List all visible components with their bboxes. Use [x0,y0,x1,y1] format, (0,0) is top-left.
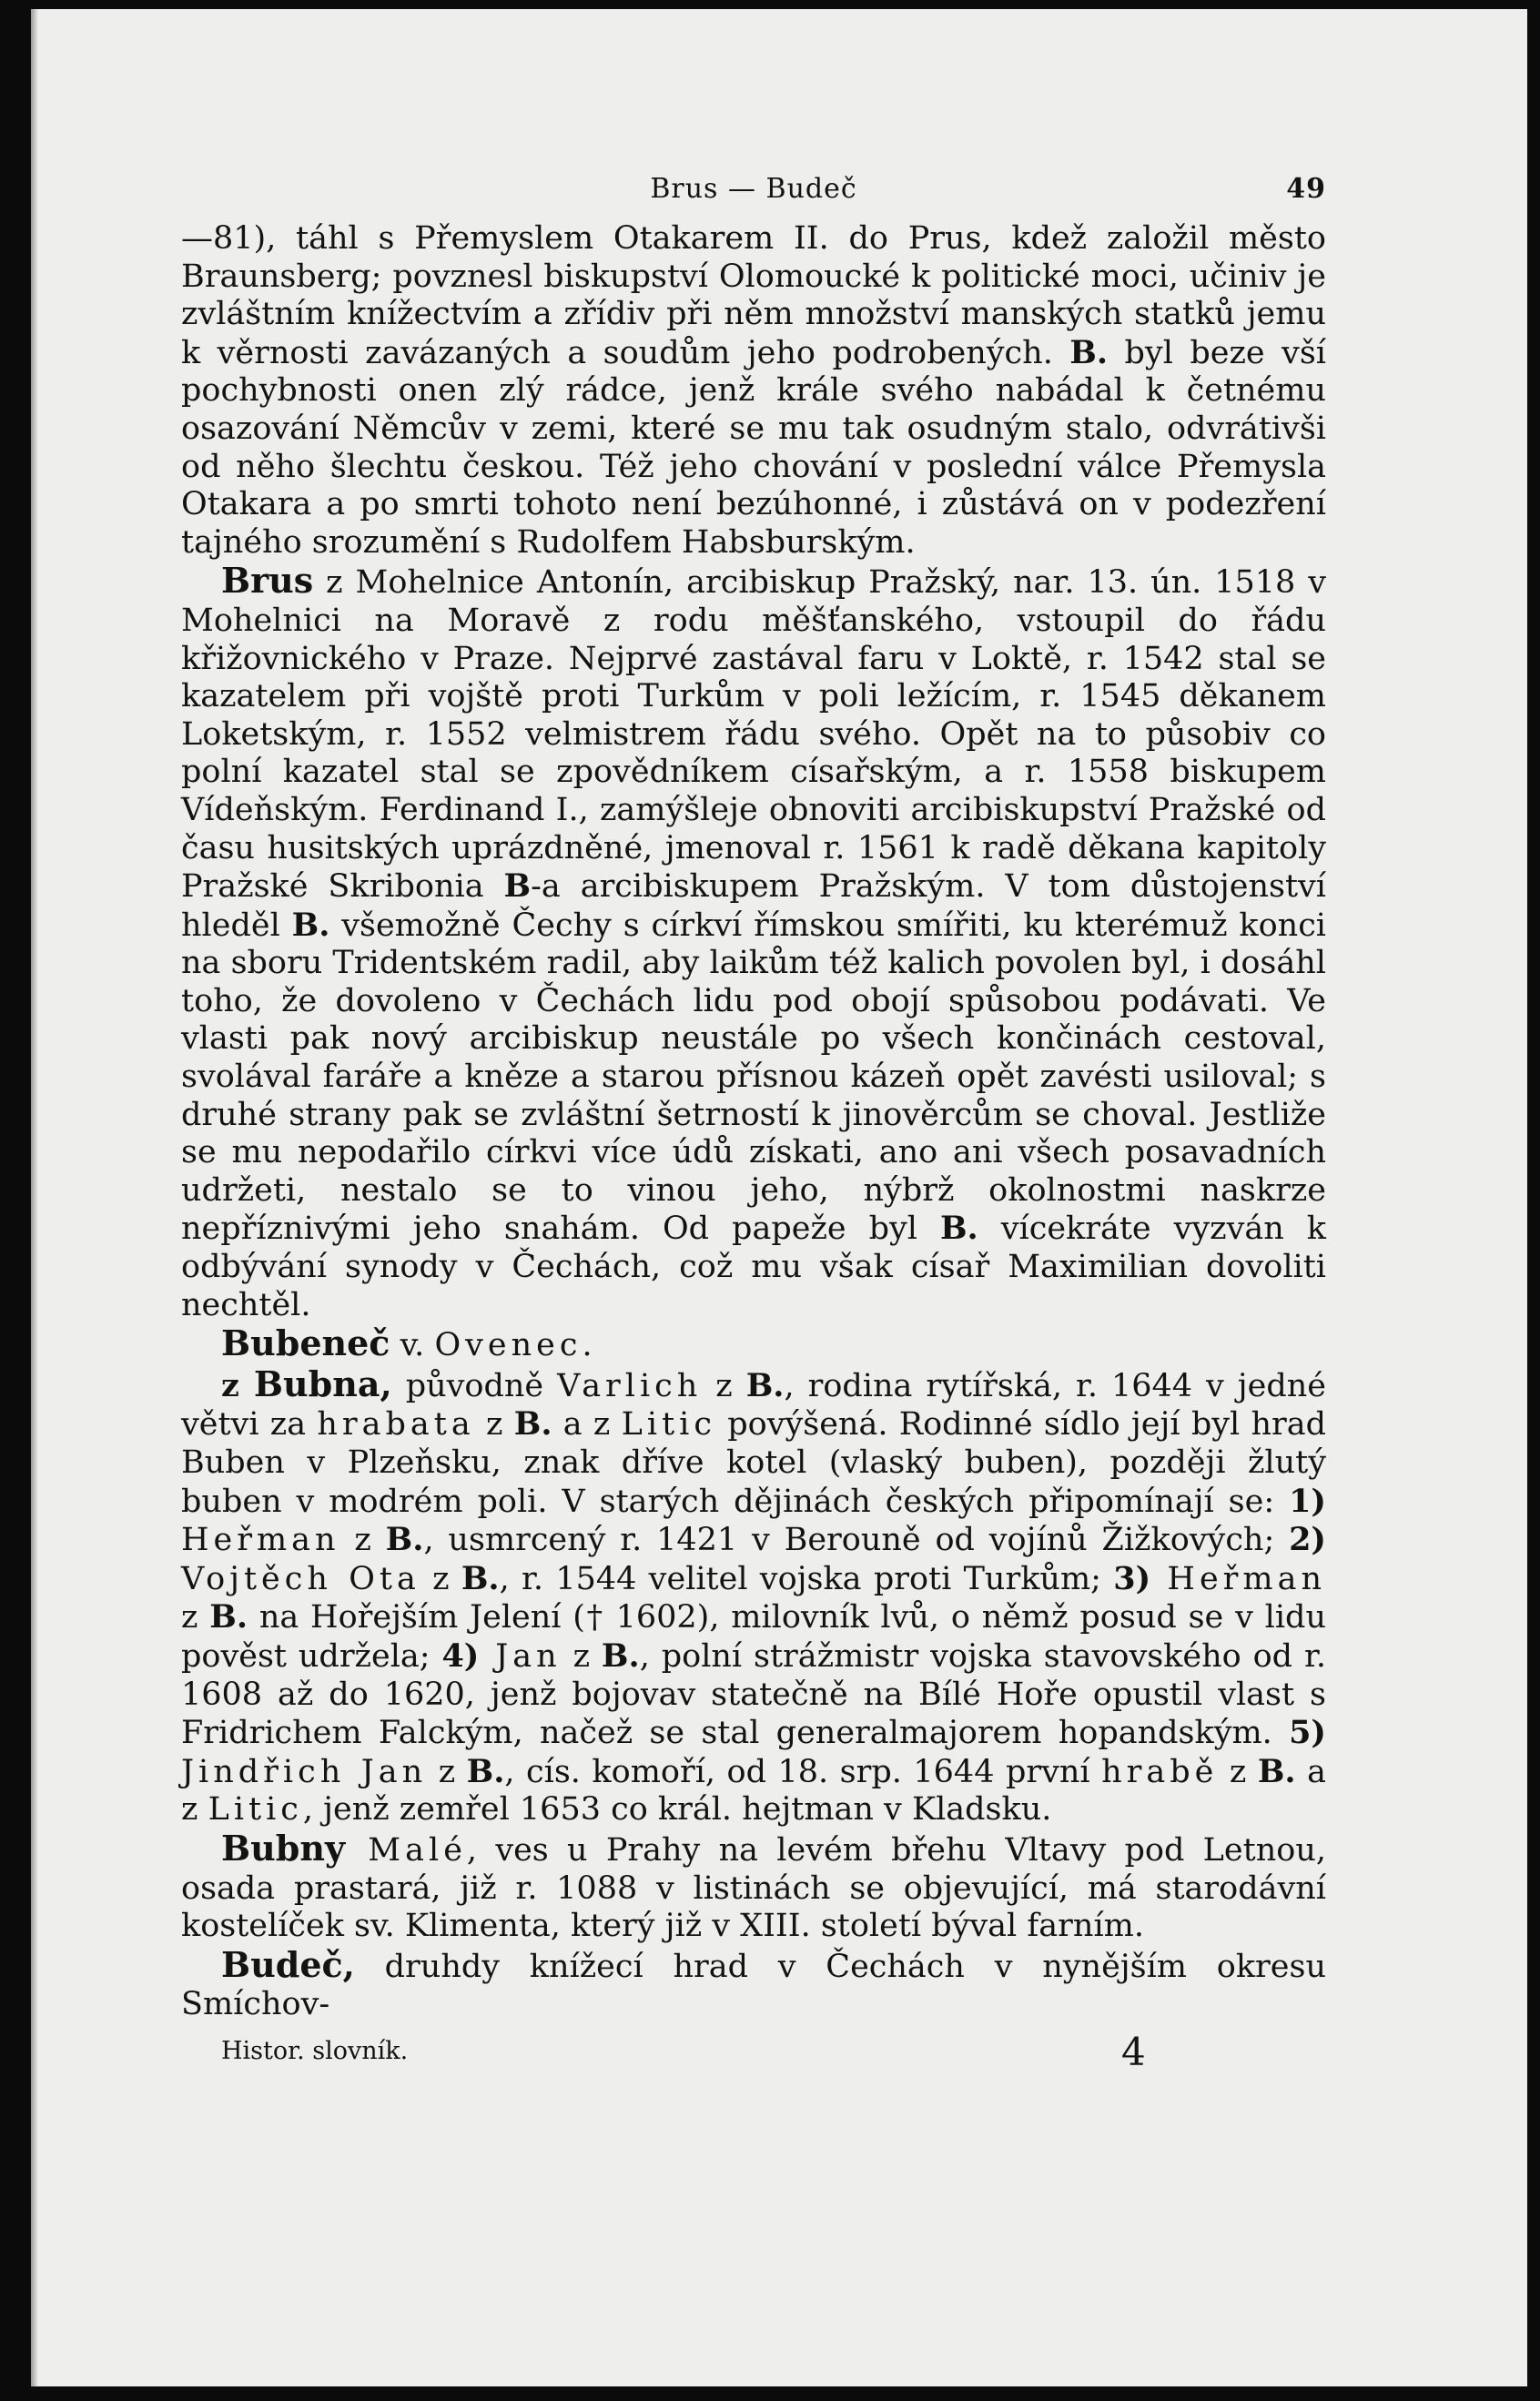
entry-brus: Brus z Mohelnice Antonín, arcibiskup Pražský, nar. 13. ún. 1518 v Mohelnici na Moravě z rodu měšťanského, vstoupil do řádu křižovnického v Praze. Nejprvé zastával faru v Loktě, r. 1542 stal se kazatelem při vojště proti Turkům v poli ležícím, r. 1545 děkanem Loketským, r. 1552 velmistrem řádu svého. Opět na to působiv co polní kazatel stal se zpovědníkem císařským, a r. 1558 biskupem Vídeňským. Ferdinand I., zamýšleje obnoviti arcibiskupství Pražské od času husitských uprázdněné, jmenoval r. 1561 k radě děkana kapitoly Pražské Skribonia B-a arcibiskupem Pražským. V tom důstojenství hleděl B. všemožně Čechy s církví římskou smířiti, ku kterémuž konci na sboru Tridentském radil, aby laikům též kalich povolen byl, i dosáhl toho, že dovoleno v Čechách lidu pod obojí spůsobou podávati. Ve vlasti pak nový arcibiskup neustále po všech končinách cestoval, svolával faráře a kněze a starou přísnou kázeň opět zavésti usiloval; s druhé strany pak se zvláštní šetrností k jinověrcům se choval. Jestliže se mu nepodařilo církvi více údů získati, ano ani všech posavadních udržeti, nestalo se to vinou jeho, nýbrž okolnostmi naskrze nepříznivými jeho snahám. Od papeže byl B. vícekráte vyzván k odbývání synody v Čechách, což mu však císař Maximilian dovoliti nechtěl. [181,560,1326,1323]
page-content [181,173,1326,2082]
headword: Bubeneč [221,1322,390,1364]
entry-bubenec: Bubeneč v. Ovenec. [221,1322,593,1364]
page-edge-shadow [31,9,38,2386]
headword: Brus [221,560,314,602]
signature-mark: 4 [1121,2029,1146,2074]
running-head: Brus — Budeč [650,173,857,205]
dictionary-text [181,220,1326,2024]
page-header [181,173,1326,220]
entry-continuation: —81), táhl s Přemyslem Otakarem II. do Prus, kdež založil město Braunsberg; povznesl biskupství Olomoucké k politické moci, učiniv je zvláštním knížectvím a zřídiv při něm množství manských statků jemu k věrnosti zavázaných a soudům jeho podrobených. B. byl beze vší pochybnosti onen zlý rádce, jenž krále svého nabádal k četnému osazování Němcův v zemi, které se mu tak osudným stalo, odvrátivši od něho šlechtu českou. Též jeho chování v poslední válce Přemysla Otakara a po smrti tohoto není bezúhonné, i zůstává on v podezření tajného srozumění s Rudolfem Habsburským. [181,220,1326,561]
headword: Budeč, [221,1943,355,1985]
entry-bubny: Bubny Malé, ves u Prahy na levém břehu Vltavy pod Letnou, osada prastará, již r. 1088 v listinách se objevující, má starodávní kostelíček sv. Klimenta, který již v XIII. století býval farním. [181,1827,1326,1945]
headword: Bubna, [253,1363,392,1404]
page-footer [181,2031,1326,2082]
headword: Bubny [221,1827,346,1869]
entry-budec: Budeč, druhdy knížecí hrad v Čechách v nynějším okresu Smíchov- [181,1943,1326,2023]
entry-bubna: z Bubna, původně Varlich z B., rodina rytířská, r. 1644 v jedné větvi za hrabata z B. a z Litic povýšená. Rodinné sídlo její byl hrad Buben v Plzeňsku, znak dříve kotel (vlaský buben), později žlutý buben v modrém poli. V starých dějinách českých připomínají se: 1) Heřman z B., usmrcený r. 1421 v Berouně od vojínů Žižkových; 2) Vojtěch Ota z B., r. 1544 velitel vojska proti Turkům; 3) Heřman z B. na Hořejším Jelení († 1602), milovník lvů, o němž posud se v lidu pověst udržela; 4) Jan z B., polní strážmistr vojska stavovského od r. 1608 až do 1620, jenž bojovav statečně na Bílé Hoře opustil vlast s Fridrichem Falckým, načež se stal generalmajorem hopandským. 5) Jindřich Jan z B., cís. komoří, od 18. srp. 1644 první hrabě z B. a z Litic, jenž zemřel 1653 co král. hejtman v Kladsku. [181,1363,1327,1829]
page-number: 49 [1286,173,1326,205]
footer-source: Histor. slovník. [221,2036,409,2065]
